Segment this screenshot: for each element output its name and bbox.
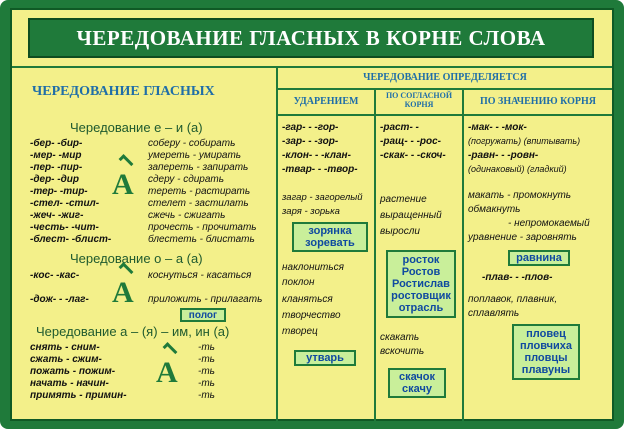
box-line: пловец <box>526 327 566 340</box>
suffix: -ть <box>198 366 215 377</box>
box-line: Ростов <box>401 265 441 278</box>
left-header: ЧЕРЕДОВАНИЕ ГЛАСНЫХ <box>32 84 215 99</box>
example: загар - загорелый <box>282 192 363 203</box>
root-pair: -тер- -тир- <box>30 186 88 197</box>
suffix: -ть <box>198 378 215 389</box>
right-header: ЧЕРЕДОВАНИЕ ОПРЕДЕЛЯЕТСЯ <box>363 72 527 83</box>
example: творец <box>282 326 318 337</box>
divider <box>276 66 278 421</box>
example: тереть - растирать <box>148 186 251 197</box>
example: поклон <box>282 277 315 288</box>
stress-letter: А <box>112 168 134 201</box>
root-pair: -стел- -стил- <box>30 198 100 209</box>
root-pair: -пер- -пир- <box>30 162 83 173</box>
example: поплавок, плавник, <box>468 294 558 305</box>
box-line: скачу <box>402 383 432 395</box>
example: наклониться <box>282 262 344 273</box>
root-pair: пожать - пожим- <box>30 366 116 377</box>
example: заря - зорька <box>282 206 340 217</box>
stress-letter: А <box>156 356 178 389</box>
box-line: зорянка <box>308 224 352 237</box>
example: запереть - запирать <box>148 162 249 173</box>
root-meaning: (одинаковый) (гладкий) <box>468 164 567 174</box>
exception-box: полог <box>180 308 226 322</box>
box-line: ростовщик <box>391 290 451 303</box>
example: кланяться <box>282 294 333 305</box>
root-pair: -ращ- - -рос- <box>380 136 442 147</box>
poster-inner <box>10 8 614 421</box>
root-pair: -клон- - -клан- <box>282 150 351 161</box>
root-pair: снять - сним- <box>30 342 100 353</box>
exception-box <box>386 250 456 318</box>
box-line: отрасль <box>398 302 444 315</box>
rule-e-i: Чередование е – и (а) <box>70 120 203 135</box>
exception-box: равнина <box>508 250 570 266</box>
example: соберу - собирать <box>148 138 236 149</box>
example: творчество <box>282 310 341 321</box>
col-header-stress: УДАРЕНИЕМ <box>293 96 359 107</box>
exception-box <box>388 368 446 398</box>
root-pair: -жеч- -жиг- <box>30 210 84 221</box>
root-pair: -бер- -бир- <box>30 138 83 149</box>
root-pair: -дер- -дир <box>30 174 80 185</box>
example: прочесть - прочитать <box>148 222 257 233</box>
root-pair: -кос- -кас- <box>30 270 80 281</box>
divider <box>12 66 612 68</box>
root-pair: -блест- -блист- <box>30 234 112 245</box>
page-title: ЧЕРЕДОВАНИЕ ГЛАСНЫХ В КОРНЕ СЛОВА <box>28 18 594 58</box>
root-pair: -гар- - -гор- <box>282 122 339 133</box>
example: сплавлять <box>468 308 520 319</box>
root-pair: -равн- - -ровн- <box>468 150 539 161</box>
root-pair: -мак- - -мок- <box>468 122 527 133</box>
example: обмакнуть <box>468 204 521 215</box>
root-pair: примять - примин- <box>30 390 127 401</box>
example: приложить - прилагать <box>148 294 263 305</box>
root-meaning: (погружать) (впитывать) <box>468 136 581 146</box>
root-pair: -плав- - -плов- <box>482 272 553 283</box>
divider <box>276 88 612 90</box>
example: - непромокаемый <box>508 218 590 229</box>
root-pair: -скак- - -скоч- <box>380 150 446 161</box>
example: выросли <box>380 226 420 237</box>
caret-icon <box>163 342 178 357</box>
suffix: -ть <box>198 354 215 365</box>
example: выращенный <box>380 210 442 221</box>
example: уравнение - заровнять <box>468 232 577 243</box>
root-pair: -дож- - -лаг- <box>30 294 89 305</box>
example: скакать <box>380 332 420 343</box>
exception-box <box>512 324 580 380</box>
root-pair: -честь- -чит- <box>30 222 99 233</box>
exception-box: утварь <box>294 350 356 366</box>
example: умереть - умирать <box>148 150 242 161</box>
root-pair: сжать - сжим- <box>30 354 102 365</box>
stress-letter: А <box>112 276 134 309</box>
example: вскочить <box>380 346 425 357</box>
example: блестеть - блистать <box>148 234 255 245</box>
example: растение <box>380 194 427 205</box>
root-pair: -твар- - -твор- <box>282 164 358 175</box>
suffix: -ть <box>198 390 215 401</box>
suffix: -ть <box>198 342 215 353</box>
example: коснуться - касаться <box>148 270 252 281</box>
divider <box>374 88 376 421</box>
col-header-meaning: ПО ЗНАЧЕНИЮ КОРНЯ <box>479 96 597 107</box>
box-line: пловчиха <box>520 339 572 352</box>
example: стелет - застилать <box>148 198 249 209</box>
rule-a-im: Чередование а – (я) – им, ин (а) <box>36 324 230 339</box>
root-pair: начать - начин- <box>30 378 109 389</box>
example: сжечь - сжигать <box>148 210 226 221</box>
example: сдеру - сдирать <box>148 174 225 185</box>
divider <box>462 88 464 421</box>
box-line: плавуны <box>521 364 571 377</box>
box-line: скачок <box>398 370 436 383</box>
box-line: зоревать <box>305 237 355 249</box>
root-pair: -раст- - <box>380 122 419 133</box>
box-line: пловцы <box>524 352 568 364</box>
rule-o-a: Чередование о – а (а) <box>70 251 203 266</box>
root-pair: -мер- -мир <box>30 150 82 161</box>
caret-icon <box>119 154 134 169</box>
example: макать - промокнуть <box>468 190 572 201</box>
exception-box <box>292 222 368 252</box>
root-pair: -зар- - -зор- <box>282 136 339 147</box>
box-line: росток <box>402 253 440 266</box>
box-line: Ростислав <box>392 277 450 290</box>
divider <box>276 114 612 116</box>
col-header-consonant: ПО СОГЛАСНОЙ КОРНЯ <box>385 91 453 109</box>
